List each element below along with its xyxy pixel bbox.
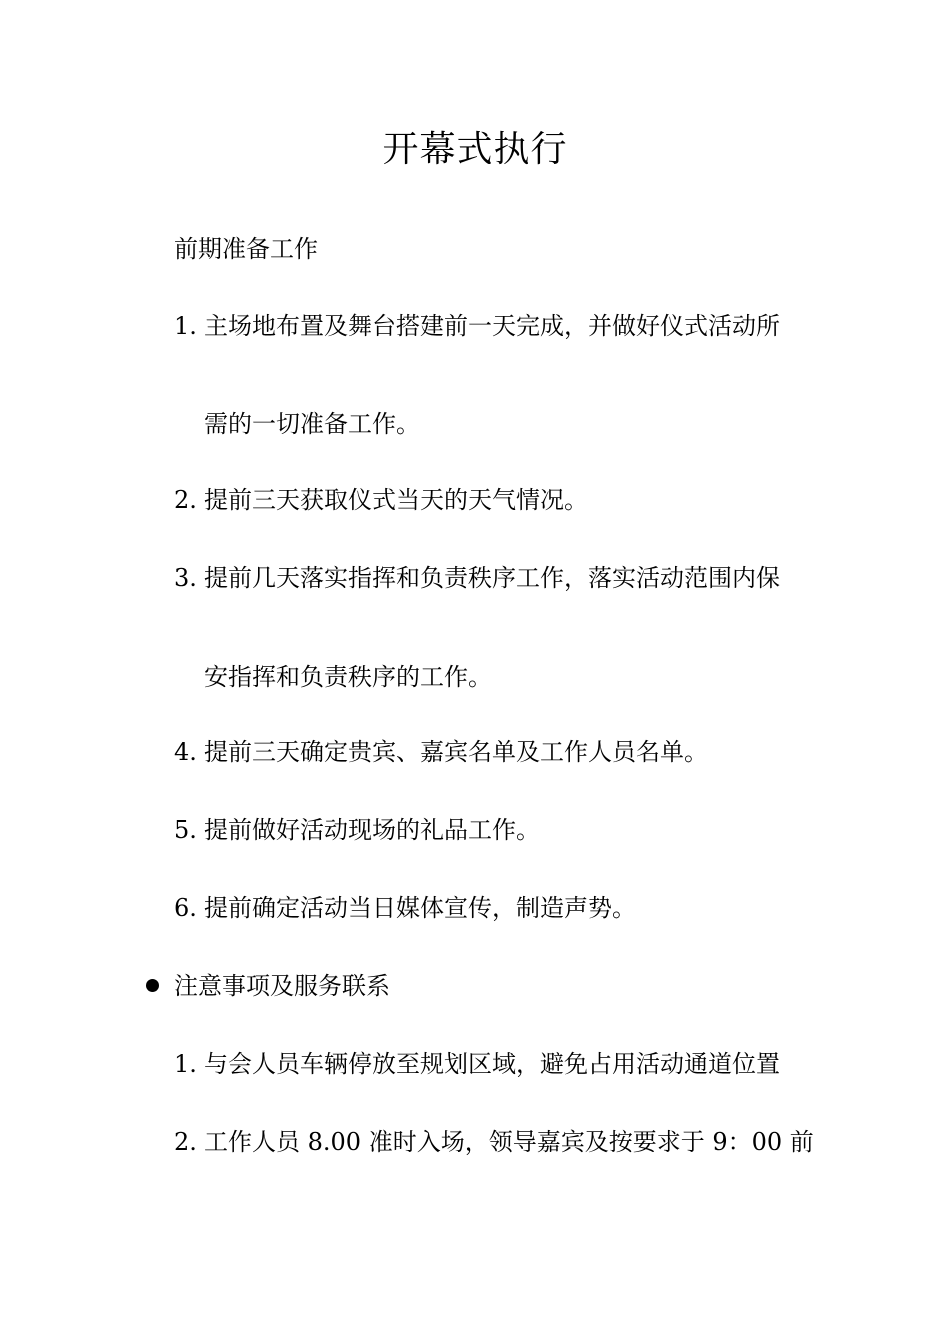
list-number: 5. [174, 816, 197, 844]
list-item-text: 主场地布置及舞台搭建前一天完成，并做好仪式活动所 [204, 312, 780, 340]
list-item-continuation: 安指挥和负责秩序的工作。 [204, 663, 492, 691]
list-item-text: 工作人员 8.00 准时入场，领导嘉宾及按要求于 9：00 前 [204, 1128, 814, 1156]
list-item-text: 提前三天确定贵宾、嘉宾名单及工作人员名单。 [204, 738, 708, 766]
list-item-continuation: 需的一切准备工作。 [204, 410, 420, 438]
list-item [174, 482, 588, 518]
list-item [174, 890, 636, 926]
list-number: 3. [174, 564, 197, 592]
list-number: 4. [174, 738, 197, 766]
list-item [174, 812, 540, 848]
list-number: 2. [174, 1128, 197, 1156]
list-item [174, 734, 708, 770]
list-item-text: 提前三天获取仪式当天的天气情况。 [204, 486, 588, 514]
list-number: 1. [174, 312, 197, 340]
document-title: 开幕式执行 [382, 129, 568, 170]
bullet-icon [146, 979, 159, 992]
list-item [174, 1046, 780, 1082]
list-item [174, 1124, 814, 1160]
list-number: 6. [174, 894, 197, 922]
list-item [174, 308, 780, 344]
list-number: 2. [174, 486, 197, 514]
list-item-text: 提前做好活动现场的礼品工作。 [204, 816, 540, 844]
list-item [174, 560, 780, 596]
list-item-text: 与会人员车辆停放至规划区域，避免占用活动通道位置 [204, 1050, 780, 1078]
list-item-text: 提前确定活动当日媒体宣传，制造声势。 [204, 894, 636, 922]
list-item-text: 提前几天落实指挥和负责秩序工作，落实活动范围内保 [204, 564, 780, 592]
list-number: 1. [174, 1050, 197, 1078]
section-heading-prep: 前期准备工作 [174, 235, 318, 263]
section-heading-notes: 注意事项及服务联系 [174, 972, 390, 1000]
